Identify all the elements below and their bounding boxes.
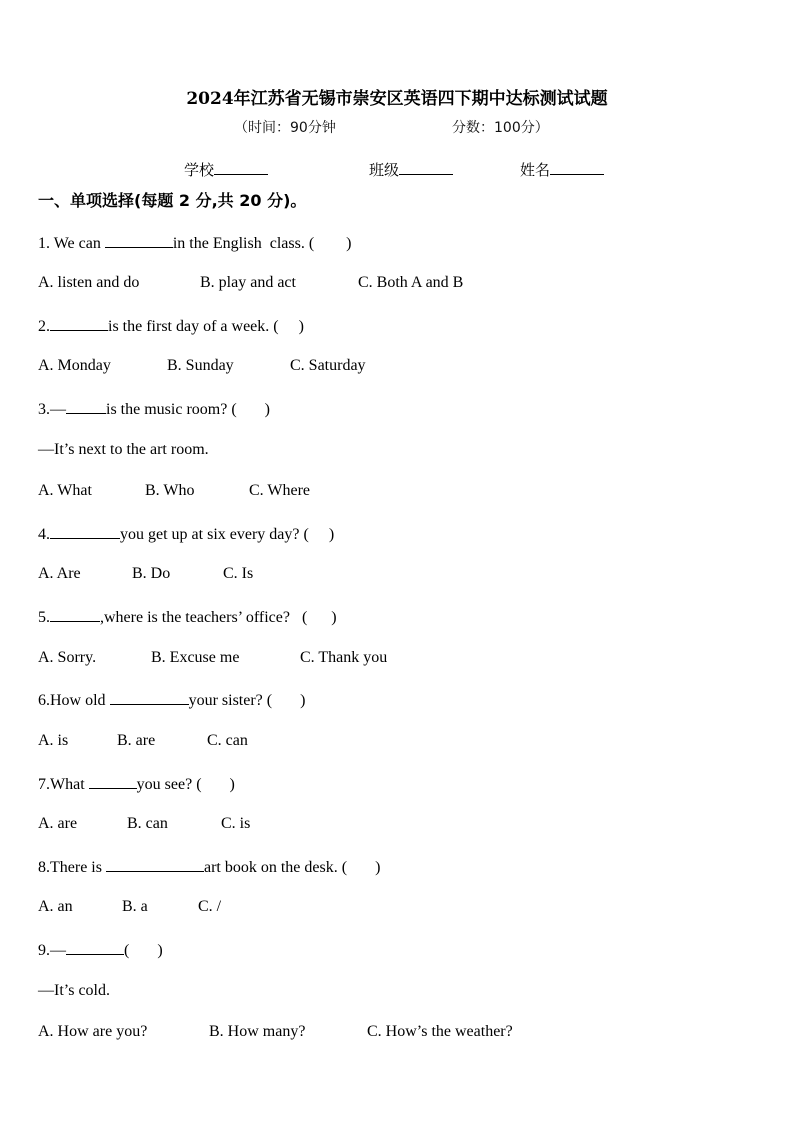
option-c[interactable]: C. Saturday (290, 357, 366, 374)
options-4 (38, 565, 253, 583)
dialogue-reply-3: —It’s next to the art room. (38, 441, 209, 458)
option-a[interactable]: A. is (38, 732, 69, 749)
options-2 (38, 357, 366, 375)
answer-blank[interactable] (105, 233, 173, 248)
question-4 (38, 524, 334, 544)
question-text: art book on the desk. ( ) (203, 859, 381, 876)
name-field (520, 159, 604, 180)
option-b[interactable]: B. Who (145, 482, 195, 499)
name-label: 姓名 (520, 161, 551, 179)
option-a[interactable]: A. Monday (38, 357, 111, 374)
question-9 (38, 940, 163, 960)
name-blank[interactable] (550, 160, 604, 175)
question-text: in the English class. ( ) (172, 235, 352, 252)
options-3 (38, 482, 310, 500)
answer-blank[interactable] (50, 524, 120, 539)
option-b[interactable]: B. can (127, 815, 168, 832)
question-text: 5. (38, 609, 50, 626)
options-7 (38, 815, 250, 833)
option-c[interactable]: C. / (198, 898, 222, 915)
option-a[interactable]: A. What (38, 482, 92, 499)
question-text: 7.What (38, 776, 89, 793)
question-6 (38, 690, 305, 710)
class-label: 班级 (369, 161, 400, 179)
question-text: 6.How old (38, 692, 110, 709)
question-5 (38, 607, 337, 627)
page-title: 2024年江苏省无锡市崇安区英语四下期中达标测试试题 (186, 89, 608, 109)
question-3 (38, 399, 270, 419)
option-a[interactable]: A. Are (38, 565, 81, 582)
answer-blank[interactable] (50, 607, 100, 622)
option-c[interactable]: C. Thank you (300, 649, 388, 666)
option-a[interactable]: A. an (38, 898, 73, 915)
options-6 (38, 732, 248, 750)
options-1 (38, 274, 463, 292)
answer-blank[interactable] (106, 857, 204, 872)
question-text: 9.— (38, 942, 66, 959)
question-text: 3.— (38, 401, 66, 418)
option-a[interactable]: A. How are you? (38, 1023, 148, 1040)
option-c[interactable]: C. can (207, 732, 248, 749)
option-c[interactable]: C. Is (223, 565, 254, 582)
option-b[interactable]: B. How many? (209, 1023, 306, 1040)
question-text: 4. (38, 526, 50, 543)
class-field (369, 159, 453, 180)
option-b[interactable]: B. Sunday (167, 357, 234, 374)
class-blank[interactable] (399, 160, 453, 175)
answer-blank[interactable] (89, 774, 137, 789)
question-text: you get up at six every day? ( ) (120, 526, 335, 543)
exam-score: 分数：100分） (452, 120, 549, 136)
question-text: is the first day of a week. ( ) (108, 318, 304, 335)
question-7 (38, 774, 235, 794)
question-text: 2. (38, 318, 50, 335)
answer-blank[interactable] (66, 940, 124, 955)
answer-blank[interactable] (110, 690, 189, 705)
answer-blank[interactable] (66, 399, 106, 414)
question-text: you see? ( ) (136, 776, 235, 793)
question-text: ( ) (124, 942, 163, 959)
option-b[interactable]: B. Excuse me (151, 649, 240, 666)
option-a[interactable]: A. listen and do (38, 274, 140, 291)
question-text: your sister? ( ) (188, 692, 306, 709)
dialogue-reply-9: —It’s cold. (38, 982, 110, 999)
options-9 (38, 1023, 513, 1041)
question-1 (38, 233, 351, 253)
question-2 (38, 316, 304, 336)
answer-blank[interactable] (50, 316, 108, 331)
option-b[interactable]: B. Do (132, 565, 171, 582)
option-c[interactable]: C. is (221, 815, 251, 832)
section-heading: 一、单项选择(每题 2 分,共 20 分)。 (38, 191, 307, 210)
option-c[interactable]: C. Both A and B (358, 274, 464, 291)
option-c[interactable]: C. How’s the weather? (367, 1023, 513, 1040)
question-text: is the music room? ( ) (106, 401, 270, 418)
school-field (184, 159, 268, 180)
question-text: ,where is the teachers’ office? ( ) (100, 609, 337, 626)
option-a[interactable]: A. Sorry. (38, 649, 97, 666)
question-text: 1. We can (38, 235, 105, 252)
option-b[interactable]: B. are (117, 732, 156, 749)
school-label: 学校 (184, 161, 215, 179)
option-c[interactable]: C. Where (249, 482, 311, 499)
exam-time: （时间：90分钟 (234, 120, 336, 136)
question-8 (38, 857, 380, 877)
option-a[interactable]: A. are (38, 815, 78, 832)
option-b[interactable]: B. a (122, 898, 148, 915)
option-b[interactable]: B. play and act (200, 274, 296, 291)
school-blank[interactable] (214, 160, 268, 175)
options-5 (38, 649, 387, 667)
options-8 (38, 898, 221, 916)
question-text: 8.There is (38, 859, 106, 876)
